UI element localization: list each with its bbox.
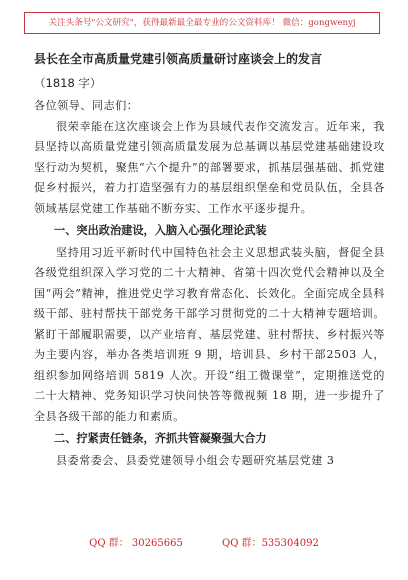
qq-group-1: QQ 群： 30265665 (89, 538, 183, 549)
paragraph-intro: 很荣幸能在这次座谈会上作为县域代表作交流发言。近年来，我县坚持以高质量党建引领高质量发展为总基调以基层党建基础建设攻坚行动为契机，聚焦“六个提升”的部署要求，抓基层强基础、抓党建促乡村振兴，着力打造坚强有力的基层组织堡垒和党员队伍，全县各领域基层党建工作基础不断夯实、工作水平逐步提升。 (34, 119, 385, 215)
document-title: 县长在全市高质量党建引领高质量研讨座谈会上的发言 (34, 52, 323, 66)
section-heading-2: 二、拧紧责任链条，齐抓共管凝聚强大合力 (54, 432, 267, 445)
footer (0, 537, 408, 551)
qq-group-2: QQ 群：535304092 (222, 538, 319, 549)
paragraph-section-1: 坚持用习近平新时代中国特色社会主义思想武装头脑，督促全县各级党组织深入学习党的二十大精神、省第十四次党代会精神以及全国“两会”精神，推进党史学习教育常态化、长效化。全面完成全县科级干部、驻村帮扶干部党务干部学习贯彻党的二十大精神专题培训。紧盯干部履职需要，以产业培育、基层党建、驻村帮扶、乡村振兴等为主要内容，举办各类培训班 9 期，培训县、乡村干部2503 人，组织参加网络培训 5819 人次。开设“组工微课堂”，定期推送党的二十大精神、党务知识学习快问快答等微视频 18 期，进一步提升了全县各级干部的能力和素质。 (34, 245, 385, 423)
section-heading-1: 一、突出政治建设，入脑入心强化理论武装 (54, 224, 267, 237)
paragraph-section-2: 县委常委会、县委党建领导小组会专题研究基层党建 3 (56, 453, 335, 467)
word-count: （1818 字） (34, 76, 102, 90)
greeting: 各位领导、同志们： (34, 99, 139, 112)
promo-banner: 关注头条号"公文研究"，获得最新最全最专业的公文资料库！ 微信：gongwenyj (24, 12, 380, 34)
document-body (0, 96, 408, 471)
